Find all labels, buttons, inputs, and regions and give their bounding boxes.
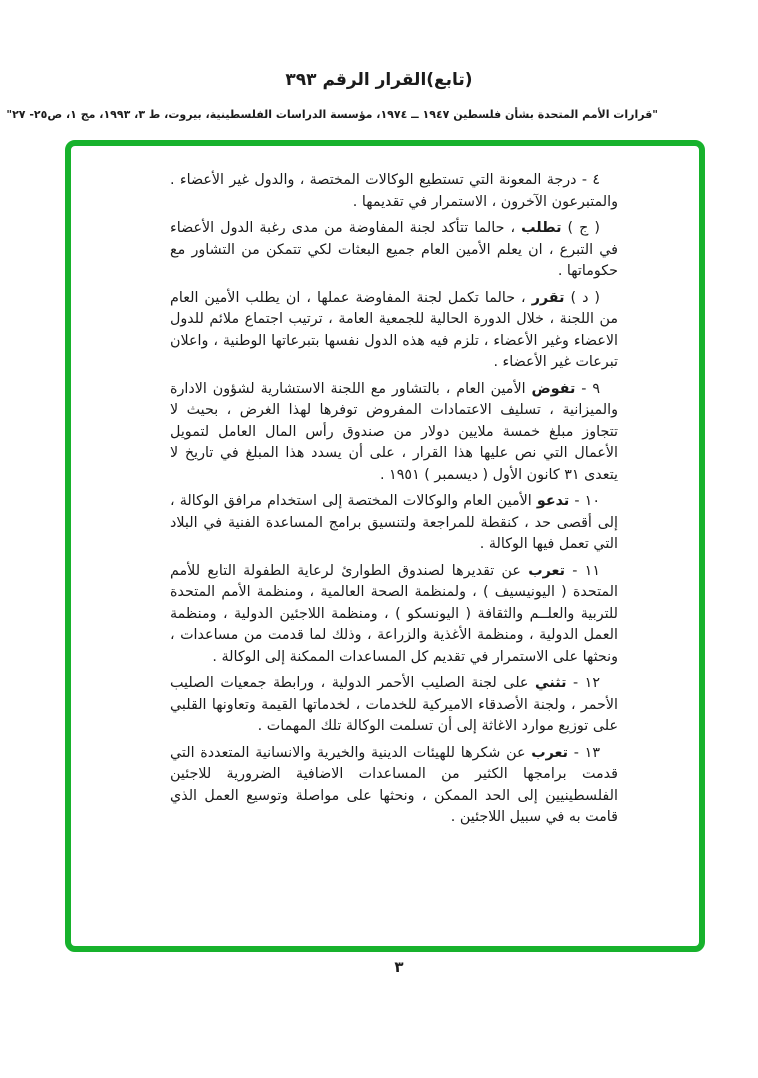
paragraph-lead-word: تعرب (528, 562, 565, 579)
paragraph (170, 218, 618, 283)
paragraph-lead-word: تفوض (531, 380, 576, 397)
paragraph-lead-word: تقرر (531, 289, 565, 306)
paragraph-number: ١٣ - (568, 744, 600, 761)
paragraph-text: على لجنة الصليب الأحمر الدولية ، ورابطة جمعيات الصليب الأحمر ، ولجنة الأصدقاء الاميركية للخدمات ، لخدماتها القيمة وتعاونها القلبي على توزيع موارد الاغاثة إلى أن تسلمت الوكالة تلك المهمات . (170, 675, 618, 734)
paragraph-number: ٤ - (576, 172, 600, 188)
paragraph-text: ، حالما تكمل لجنة المفاوضة عملها ، ان يطلب الأمين العام من اللجنة ، خلال الدورة الحالية للجمعية العامة ، ترتيب اجتماع ملائم للدول الاعضاء وغير الأعضاء ، تلزم فيه هذه الدول نفسها بتبرعاتها الوطنية ، واعلان تبرعات غير الأعضاء . (170, 289, 618, 370)
paragraph (170, 491, 618, 556)
paragraph (170, 743, 618, 829)
paragraph-lead-word: تطلب (521, 220, 562, 236)
paragraph-text: درجة المعونة التي تستطيع الوكالات المختصة ، والدول غير الأعضاء . والمتبرعون الآخرون ، الاستمرار في تقديمها . (170, 172, 618, 210)
page-number: ٣ (394, 958, 404, 976)
paragraph (170, 561, 618, 669)
paragraph-lead-word: تعرب (531, 744, 568, 761)
paragraph-text: الأمين العام والوكالات المختصة إلى استخدام مرافق الوكالة ، إلى أقصى حد ، كنقطة للمراجعة ولتنسيق برامج المساعدة الفنية في البلاد التي تعمل فيها الوكالة . (170, 493, 618, 552)
paragraph-number: ( د ) (564, 289, 601, 306)
paragraph-number: ١١ - (564, 562, 600, 579)
paragraph (170, 379, 618, 487)
paragraph-lead-word: تدعو (536, 493, 570, 509)
paragraph (170, 288, 618, 374)
source-citation: "قرارات الأمم المتحدة بشأن فلسطين ١٩٤٧ ــ ١٩٧٤، مؤسسة الدراسات الفلسطينية، بيروت، ط ٣، ١٩٩٣، مج ١، ص٢٥- ٢٧" (6, 108, 658, 121)
paragraph-text: الأمين العام ، بالتشاور مع اللجنة الاستشارية لشؤون الادارة والميزانية ، تسليف الاعتمادات المفروض توفرها لهذا الغرض ، بحيث لا تتجاوز مبلغ خمسة ملايين دولار من صندوق رأس المال العامل لتمويل الأعمال التي نص عليها هذا القرار ، على أن يسدد هذا المبلغ في تاريخ لا يتعدى ٣١ كانون الأول ( ديسمبر ) ١٩٥١ . (170, 380, 618, 483)
paragraph-text: عن تقديرها لصندوق الطوارئ لرعاية الطفولة التابع للأمم المتحدة ( اليونيسيف ) ، ولمنظمة الصحة العالمية ، ومنظمة الأمم المتحدة للتربية والعلــم والثقافة ( اليونسكو ) ، ومنظمة اللاجئين الدولية ، ومنظمة العمل الدولية ، ومنظمة الأغذية والزراعة ، وذلك لما قدمت من مساعدات ، ونحثها على الاستمرار في تقديم كل المساعدات الممكنة إلى الوكالة . (170, 562, 618, 665)
paragraph-number: ( ج ) (561, 220, 600, 236)
paragraph (170, 170, 618, 213)
paragraph-number: ١٢ - (566, 675, 601, 691)
document-body (170, 170, 618, 834)
paragraph-number: ١٠ - (569, 493, 600, 509)
paragraph-text: ، حالما تتأكد لجنة المفاوضة من مدى رغبة الدول الأعضاء في التبرع ، ان يعلم الأمين العام جميع البعثات لكي تتمكن من التشاور مع حكوماتها . (170, 220, 618, 279)
paragraph-lead-word: تثني (534, 675, 567, 691)
paragraph-number: ٩ - (575, 380, 601, 397)
page-title: (تابع)القرار الرقم ٣٩٣ (285, 70, 473, 90)
paragraph-text: عن شكرها للهيئات الدينية والخيرية والانسانية المتعددة التي قدمت برامجها الكثير من المساعدات الاضافية الضرورية للاجئين الفلسطينيين إلى الحد الممكن ، ونحثها على مواصلة وتوسيع العمل الذي قامت به في سبيل اللاجئين . (170, 744, 618, 825)
paragraph (170, 673, 618, 738)
